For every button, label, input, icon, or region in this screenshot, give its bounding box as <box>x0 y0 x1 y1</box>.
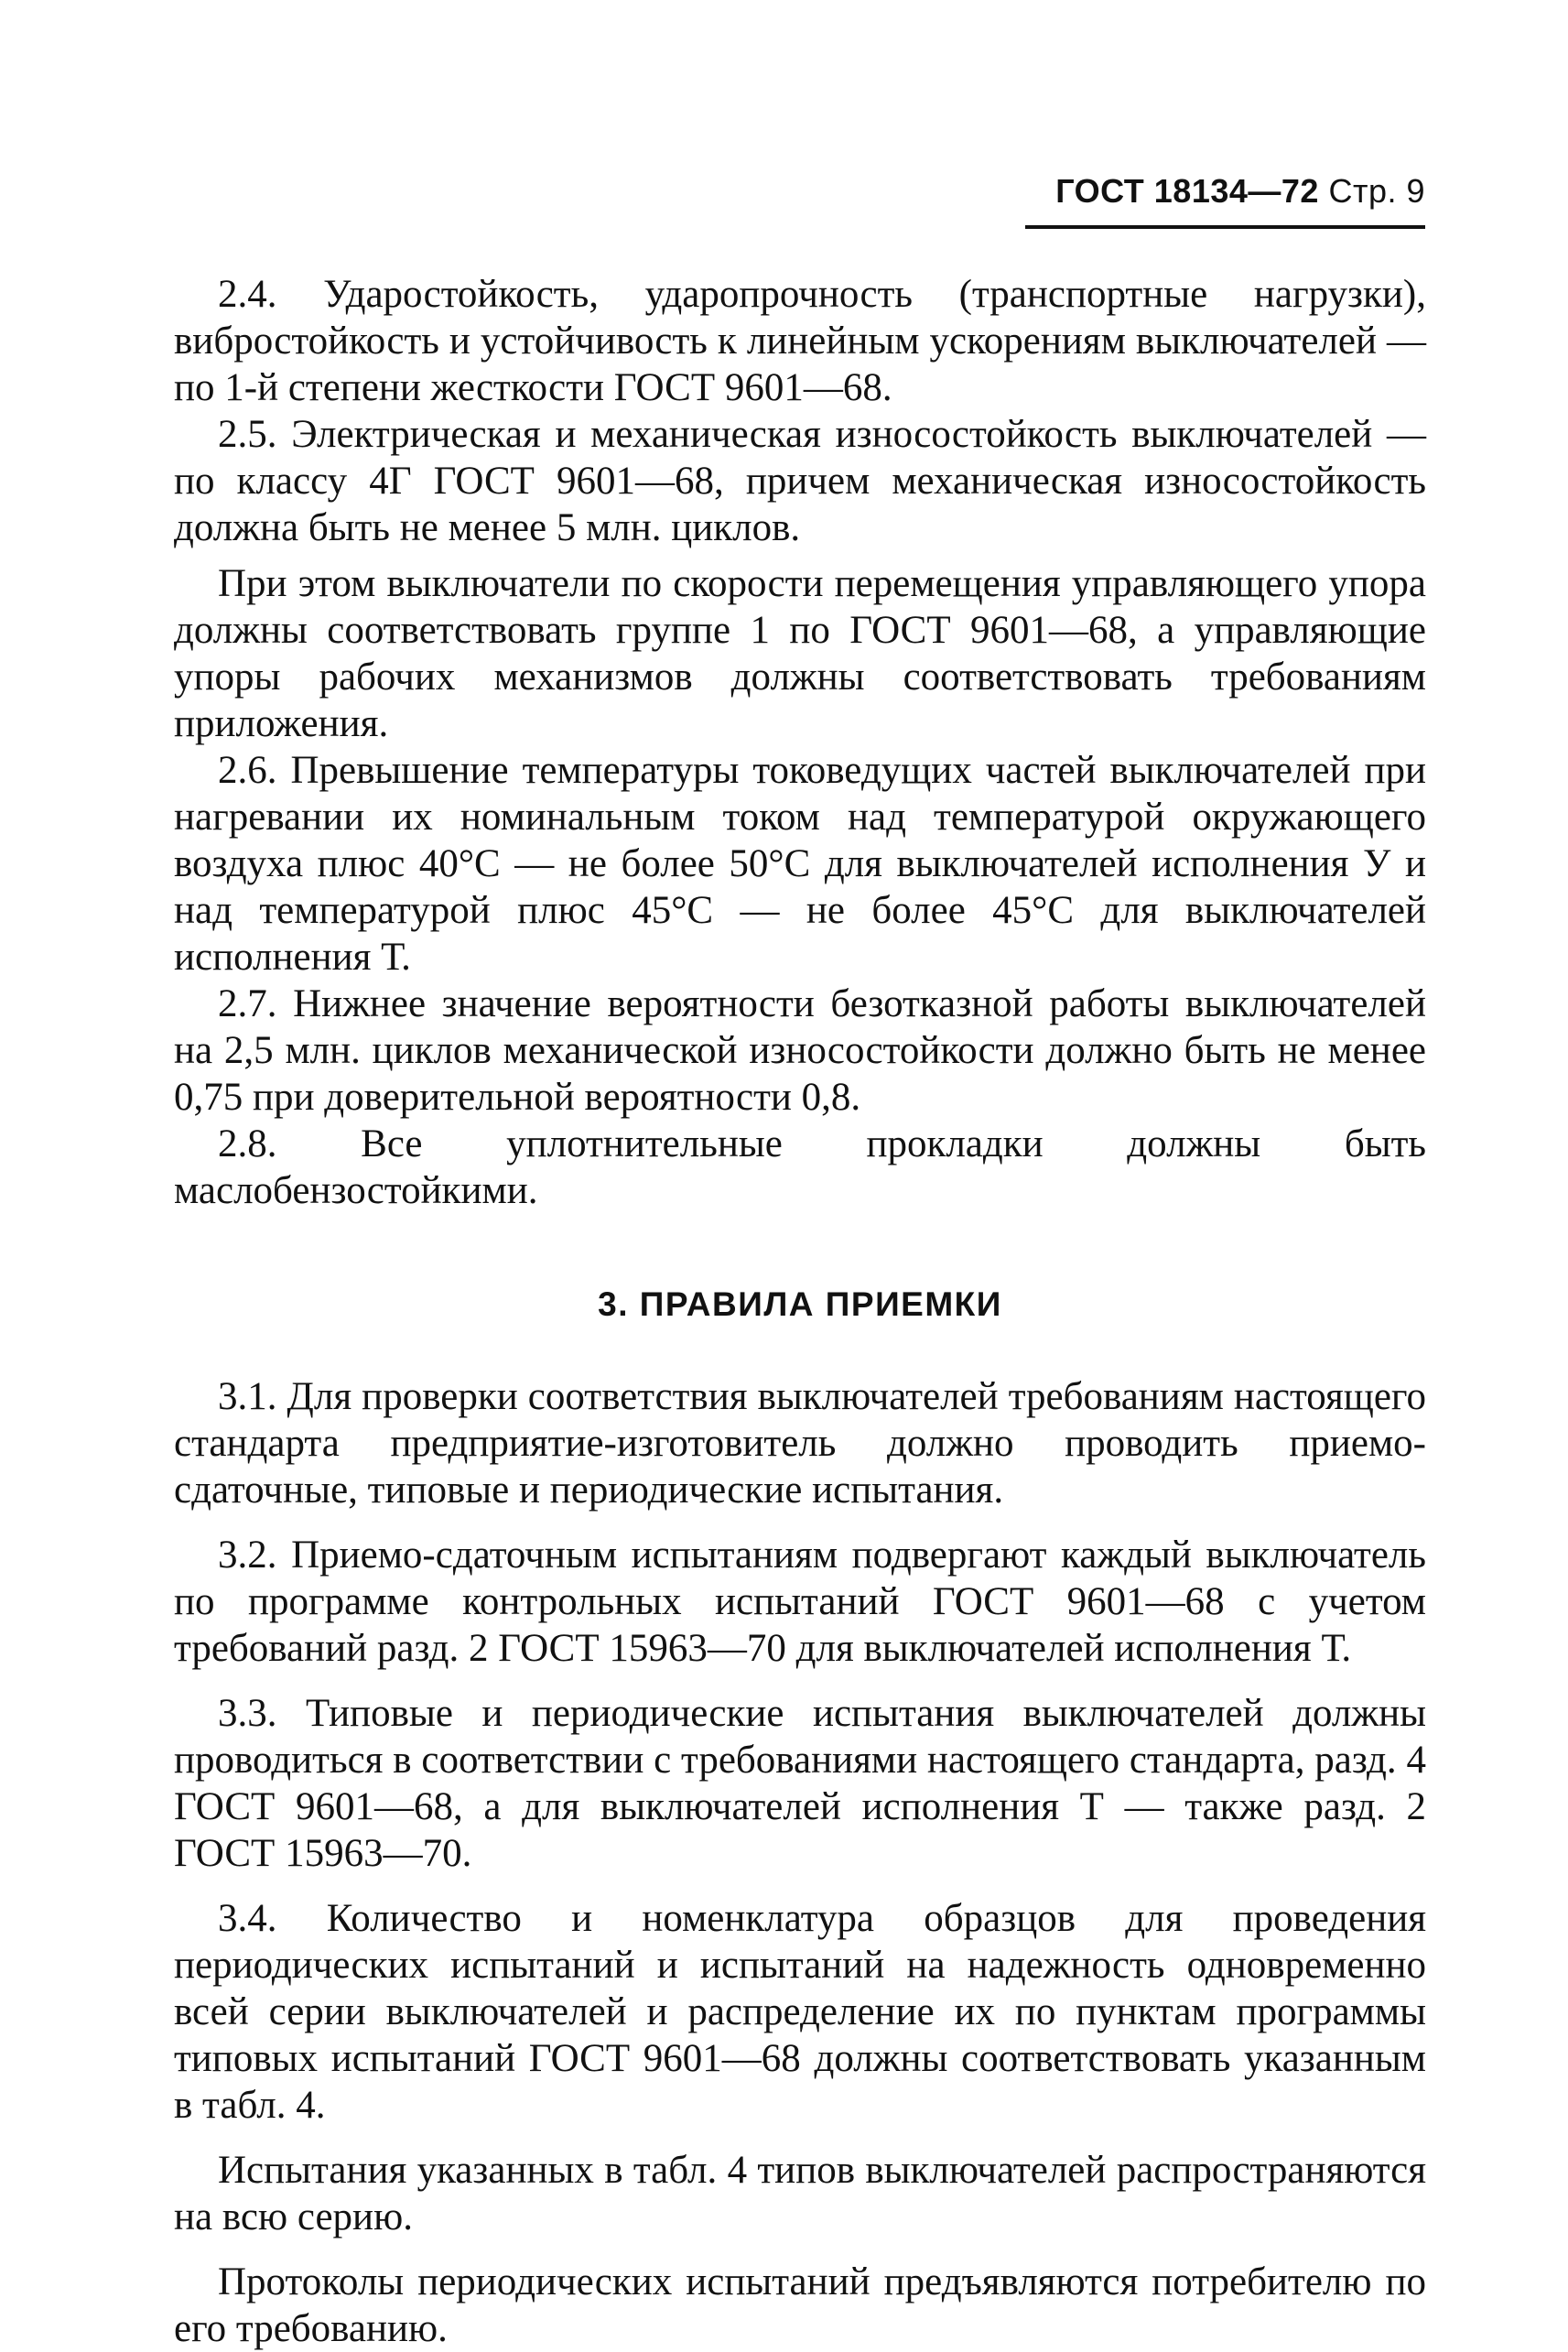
clause-2-5: 2.5. Электрическая и механическая износостойкость выключателей — по классу 4Г ГОСТ 9601—68, причем механическая износостойкость должна быть не менее 5 млн. циклов. <box>174 413 1426 549</box>
page-number: Стр. 9 <box>1328 172 1425 210</box>
standard-number: ГОСТ 18134—72 <box>1055 172 1319 210</box>
clause-2-7: 2.7. Нижнее значение вероятности безотказной работы выключателей на 2,5 млн. циклов механической износостойкости должно быть не менее 0,75 при доверительной вероятности 0,8. <box>174 982 1426 1119</box>
clause-3-1: 3.1. Для проверки соответствия выключателей требованиям настоящего стандарта предприятие-изготовитель должно проводить приемо-сдаточные, типовые и периодические испытания. <box>174 1375 1426 1512</box>
clause-2-4: 2.4. Ударостойкость, ударопрочность (транспортные нагрузки), вибростойкость и устойчивость к линейным ускорениям выключателей — по 1-й степени жесткости ГОСТ 9601—68. <box>174 273 1426 409</box>
page-header <box>1025 172 1425 229</box>
page-body <box>174 271 1426 2352</box>
clause-3-4-note-1: Испытания указанных в табл. 4 типов выключателей распространяются на всю серию. <box>174 2149 1426 2238</box>
clause-3-4: 3.4. Количество и номенклатура образцов для проведения периодических испытаний и испытаний на надежность одновременно всей серии выключателей и распределение их по пунктам программы типовых испытаний ГОСТ 9601—68 должны соответствовать указанным в табл. 4. <box>174 1897 1426 2127</box>
clause-2-5-note: При этом выключатели по скорости перемещения управляющего упора должны соответствовать группе 1 по ГОСТ 9601—68, а управляющие упоры рабочих механизмов должны соответствовать требованиям приложения. <box>174 562 1426 745</box>
clause-2-8: 2.8. Все уплотнительные прокладки должны быть маслобензостойкими. <box>174 1122 1426 1212</box>
clause-3-3: 3.3. Типовые и периодические испытания выключателей должны проводиться в соответствии с требованиями настоящего стандарта, разд. 4 ГОСТ 9601—68, а для выключателей исполнения Т — также разд. 2 ГОСТ 15963—70. <box>174 1692 1426 1875</box>
clause-3-4-note-2: Протоколы периодических испытаний предъявляются потребителю по его требованию. <box>174 2260 1426 2350</box>
clause-3-2: 3.2. Приемо-сдаточным испытаниям подвергают каждый выключатель по программе контрольных испытаний ГОСТ 9601—68 с учетом требований разд. 2 ГОСТ 15963—70 для выключателей исполнения Т. <box>174 1534 1426 1670</box>
section-title-acceptance-rules: 3. ПРАВИЛА ПРИЕМКИ <box>598 1285 1002 1323</box>
clause-2-6: 2.6. Превышение температуры токоведущих частей выключателей при нагревании их номинальным током над температурой окружающего воздуха плюс 40°С — не более 50°С для выключателей исполнения У и над температурой плюс 45°С — не более 45°С для выключателей исполнения Т. <box>174 749 1426 979</box>
